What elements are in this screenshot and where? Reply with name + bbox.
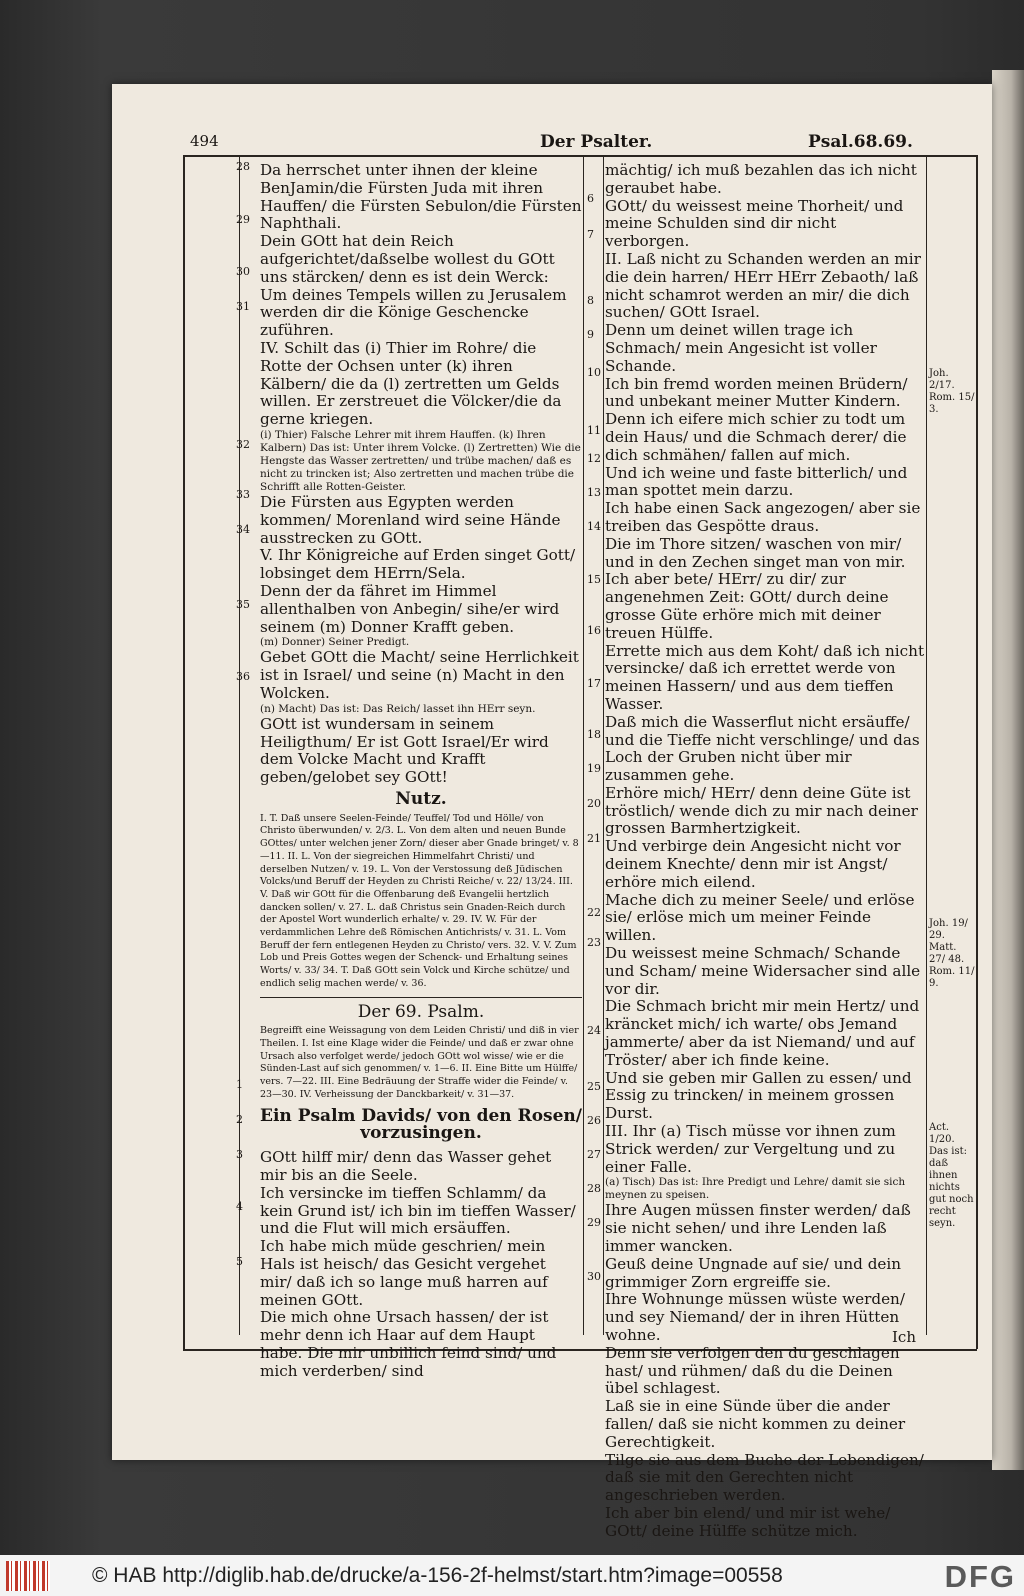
verse: Die mich ohne Ursach hassen/ der ist mehr denn ich Haar auf dem Haupt habe. Die mir unbillich feind sind/ und mich verderben/ sind	[260, 1308, 557, 1380]
verse-number: 11	[587, 424, 601, 437]
psalm-69-summary: Begreifft eine Weissagung von dem Leiden Christi/ und diß in vier Theilen. I. Ist eine Klage wider die Feinde/ und daß er zwar ohne Ursach also verfolget werde/ jedoch GOtt wol wisse/ wie er die Sünden-Last auf sich genommen/ v. 1—6. II. Eine Bitte um Hülffe/ vers. 7—22. III. Eine Bedräuung der Straffe wider die Feinde/ v. 23—30. IV. Verheissung der Danckbarkeit/ v. 31—37.	[260, 1025, 579, 1100]
verse: Und ich weine und faste bitterlich/ und man spottet mein darzu.	[605, 463, 908, 500]
verse-number: 26	[587, 1114, 601, 1127]
verse-number: 10	[587, 366, 601, 379]
verse-number: 7	[587, 228, 594, 241]
verse-number: 22	[587, 906, 601, 919]
verse: Tilge sie aus dem Buche der Lebendigen/ daß sie mit den Gerechten nicht angeschrieben werden.	[605, 1450, 924, 1505]
margin-reference: Joh. 2/17. Rom. 15/ 3.	[929, 368, 975, 415]
footer-bar	[0, 1555, 1024, 1596]
margin-rule	[926, 155, 927, 1335]
verse: Und sie geben mir Gallen zu essen/ und Essig zu trincken/ in meinem grossen Durst.	[605, 1068, 912, 1123]
running-title: Der Psalter.	[540, 132, 653, 152]
verse: Ich versincke im tieffen Schlamm/ da kein Grund ist/ ich bin im tieffen Wasser/ und die Flut will mich ersäuffen.	[260, 1183, 576, 1238]
verse-number: 28	[587, 1182, 601, 1195]
verse-number: 31	[236, 300, 250, 313]
verse-number: 5	[236, 1255, 243, 1268]
footnote: (a) Tisch) Das ist: Ihre Predigt und Lehre/ damit sie sich meynen zu speisen.	[605, 1176, 906, 1202]
verse: Die Fürsten aus Egypten werden kommen/ Morenland wird seine Hände ausstrecken zu GOtt.	[260, 492, 561, 547]
verse: Denn sie verfolgen den du geschlagen hast/ und rühmen/ daß du die Deinen übel schlagest.	[605, 1343, 900, 1398]
verse: Dein GOtt hat dein Reich aufgerichtet/daßselbe wollest du GOtt uns stärcken/ denn es ist dein Werck:	[260, 232, 555, 286]
verse-number: 28	[236, 160, 250, 173]
verse-number: 12	[587, 452, 601, 465]
verse-number: 14	[587, 520, 601, 533]
verse-number: 30	[236, 265, 250, 278]
verse: Und verbirge dein Angesicht nicht vor deinem Knechte/ denn mir ist Angst/ erhöre mich eilend.	[605, 837, 901, 891]
verse: Du weissest meine Schmach/ Schande und Scham/ meine Widersacher sind alle vor dir.	[605, 944, 921, 998]
verse: mächtig/ ich muß bezahlen das ich nicht geraubet habe.	[605, 161, 917, 197]
header-rule	[183, 155, 977, 157]
nutz-text: I. T. Daß unsere Seelen-Feinde/ Teuffel/ Tod und Hölle/ von Christo überwunden/ v. 2/3. L. Von dem alten und neuen Bunde GOttes/ unter welchen jener Zorn/ dieser aber Gnade bringet/ v. 8—11. II. L. Von der siegreichen Himmelfahrt Christi/ und derselben Nutzen/ v. 19. L. Von der Verstossung deß Jüdischen Volcks/und Beruff der Heyden zu Christi Reiche/ v. 22/ 13/24. III. V. Daß wir GOtt für die Offenbarung deß Evangelii hertzlich dancken sollen/ v. 27. L. daß Christus sein Gnaden-Reich durch der Apostel Wort wunderlich erhalte/ v. 29. IV. W. Für der verdammlichen Lehre deß Römischen Antichrists/ v. 31. L. Vom Beruff der fern entlegenen Heyden zu Christo/ vers. 32. V. V. Zum Lob und Preis Gottes wegen der Schenck- und Erhaltung seines Worts/ v. 33/ 34. T. Daß GOtt sein Volck und Kirche schütze/ und endlich selig machen werde/ v. 36.	[260, 812, 579, 989]
verse: Daß mich die Wasserflut nicht ersäuffe/ und die Tieffe nicht verschlinge/ und das Loch der Gruben nicht über mir zusammen gehe.	[605, 712, 920, 785]
verse-number: 2	[236, 1113, 243, 1126]
verse-number: 15	[587, 573, 601, 586]
verse-number: 23	[587, 936, 601, 949]
verse-number: 9	[587, 328, 594, 341]
verse: Gebet GOtt die Macht/ seine Herrlichkeit ist in Israel/ und seine (n) Macht in den Wolcken.	[260, 648, 579, 702]
verse: III. Ihr (a) Tisch müsse vor ihnen zum Strick werden/ zur Vergeltung und zu einer Falle.	[605, 1122, 896, 1176]
nutz-heading: Nutz.	[395, 788, 447, 809]
verse-number: 17	[587, 677, 601, 690]
right-column	[605, 161, 925, 1540]
verse: Um deines Tempels willen zu Jerusalem werden dir die Könige Geschencke zuführen.	[260, 285, 567, 340]
verse-number: 33	[236, 488, 250, 501]
verse: GOtt ist wundersam in seinem Heiligthum/ Er ist Gott Israel/Er wird dem Volcke Macht und Krafft geben/gelobet sey GOtt!	[260, 714, 549, 787]
verse-number: 30	[587, 1270, 601, 1283]
verse: Geuß deine Ungnade auf sie/ und dein grimmiger Zorn ergreiffe sie.	[605, 1254, 902, 1291]
psalm-69-title: Der 69. Psalm.	[357, 1001, 485, 1022]
verse-number: 24	[587, 1024, 601, 1037]
verse: Ihre Augen müssen finster werden/ daß sie nicht sehen/ und ihre Lenden laß immer wancken.	[605, 1201, 911, 1256]
psalm-reference: Psal.68.69.	[808, 132, 913, 152]
psalm-superscription: Ein Psalm Davids/ von den Rosen/ vorzusingen.	[260, 1105, 583, 1144]
verse: Ich bin fremd worden meinen Brüdern/ und unbekant meiner Mutter Kindern.	[605, 374, 908, 411]
page-number: 494	[190, 132, 219, 150]
left-column	[260, 161, 583, 1380]
verse: GOtt/ du weissest meine Thorheit/ und meine Schulden sind dir nicht verborgen.	[605, 196, 904, 251]
verse: Laß sie in eine Sünde über die ander fallen/ daß sie nicht kommen zu deiner Gerechtigkeit.	[605, 1397, 906, 1451]
copyright-link[interactable]: © HAB http://diglib.hab.de/drucke/a-156-2f-helmst/start.htm?image=00558	[92, 1563, 783, 1587]
column-divider	[583, 155, 584, 1335]
verse-number: 21	[587, 832, 601, 845]
verse: Denn ich eifere mich schier zu todt um dein Haus/ und die Schmach derer/ die dich schmähen/ fallen auf mich.	[605, 410, 907, 464]
verse: Ich aber bete/ HErr/ zu dir/ zur angenehmen Zeit: GOtt/ durch deine grosse Güte erhöre mich mit deiner treuen Hülffe.	[605, 570, 889, 642]
verse-number: 1	[236, 1078, 243, 1091]
right-numbers-rule	[603, 155, 604, 1335]
verse-number: 19	[587, 762, 601, 775]
verse: Errette mich aus dem Koht/ daß ich nicht versincke/ daß ich errettet werde von meinen Hassern/ und aus dem tieffen Wasser.	[605, 641, 925, 713]
frame-right	[976, 155, 978, 1349]
verse: GOtt hilff mir/ denn das Wasser gehet mir bis an die Seele.	[260, 1148, 552, 1184]
adjacent-page-edge	[992, 70, 1024, 1470]
verse: V. Ihr Königreiche auf Erden singet Gott/ lobsinget dem HErrn/Sela.	[260, 546, 576, 583]
verse-number: 29	[236, 213, 250, 226]
verse-number: 36	[236, 670, 250, 683]
verse: Ich habe mich müde geschrien/ mein Hals ist heisch/ das Gesicht vergehet mir/ daß ich so lange muß harren auf meinen GOtt.	[260, 1237, 548, 1309]
margin-reference: Joh. 19/ 29. Matt. 27/ 48. Rom. 11/ 9.	[929, 918, 975, 989]
verse: Erhöre mich/ HErr/ denn deine Güte ist tröstlich/ wende dich zu mir nach deiner grossen Barmhertzigkeit.	[605, 783, 918, 838]
verse-number: 20	[587, 797, 601, 810]
verse: Da herrschet unter ihnen der kleine BenJamin/die Fürsten Juda mit ihren Hauffen/ die Fürsten Sebulon/die Fürsten Naphthali.	[260, 161, 582, 233]
footnote: (i) Thier) Falsche Lehrer mit ihrem Hauffen. (k) Ihren Kalbern) Das ist: Unter ihrem Volcke. (l) Zertretten) Wie die Hengste das Wasser zertretten/ und trübe machen/ daß es nicht zu trincken ist; Also zertretten und machen trübe die Schrifft alle Rotten-Geister.	[260, 428, 581, 493]
verse-number: 27	[587, 1148, 601, 1161]
footnote: (n) Macht) Das ist: Das Reich/ lasset ihn HErr seyn.	[260, 702, 536, 715]
verse-number: 32	[236, 438, 250, 451]
verse-number: 35	[236, 598, 250, 611]
verse-number: 13	[587, 486, 601, 499]
verse: Ich habe einen Sack angezogen/ aber sie treiben das Gespötte draus.	[605, 499, 921, 535]
verse-number: 3	[236, 1148, 243, 1161]
verse-number: 29	[587, 1216, 601, 1229]
verse: Die im Thore sitzen/ waschen von mir/ und in den Zechen singet man von mir.	[605, 534, 906, 571]
footnote: (m) Donner) Seiner Predigt.	[260, 636, 410, 649]
verse-number: 4	[236, 1200, 243, 1213]
verse-number: 34	[236, 523, 250, 536]
verse: Denn der da fähret im Himmel allenthalben von Anbegin/ sihe/er wird seinem (m) Donner Krafft geben.	[260, 581, 560, 636]
section-rule	[260, 997, 582, 998]
verse: Mache dich zu meiner Seele/ und erlöse sie/ erlöse mich um meiner Feinde willen.	[605, 890, 915, 945]
verse-number: 16	[587, 624, 601, 637]
barcode-icon	[6, 1561, 50, 1591]
dfg-logo: DFG	[944, 1559, 1016, 1594]
verse-number: 8	[587, 294, 594, 307]
verse: II. Laß nicht zu Schanden werden an mir die dein harren/ HErr HErr Zebaoth/ laß nicht schamrot werden an mir/ die dich suchen/ GOtt Israel.	[605, 249, 921, 322]
verse: Ich aber bin elend/ und mir ist wehe/ GOtt/ deine Hülffe schütze mich.	[605, 1503, 891, 1540]
margin-reference: Act. 1/20. Das ist: daß ihnen nichts gut noch recht seyn.	[929, 1122, 974, 1229]
verse: Denn um deinet willen trage ich Schmach/ mein Angesicht ist voller Schande.	[605, 321, 877, 375]
verse-number: 6	[587, 192, 594, 205]
catchword: Ich	[892, 1328, 916, 1346]
verse: Die Schmach bricht mir mein Hertz/ und kräncket mich/ ich warte/ obs Jemand jammerte/ aber da ist Niemand/ und auf Tröster/ aber ich finde keine.	[605, 997, 920, 1069]
verse: IV. Schilt das (i) Thier im Rohre/ die Rotte der Ochsen unter (k) ihren Kälbern/ die da (l) zertretten um Gelds willen. Er zerstreuet die Völcker/die da gerne kriegen.	[260, 338, 562, 429]
verse-number: 25	[587, 1080, 601, 1093]
verse: Ihre Wohnunge müssen wüste werden/ und sey Niemand/ der in ihren Hütten wohne.	[605, 1290, 905, 1344]
frame-left	[183, 155, 185, 1349]
verse-number: 18	[587, 728, 601, 741]
